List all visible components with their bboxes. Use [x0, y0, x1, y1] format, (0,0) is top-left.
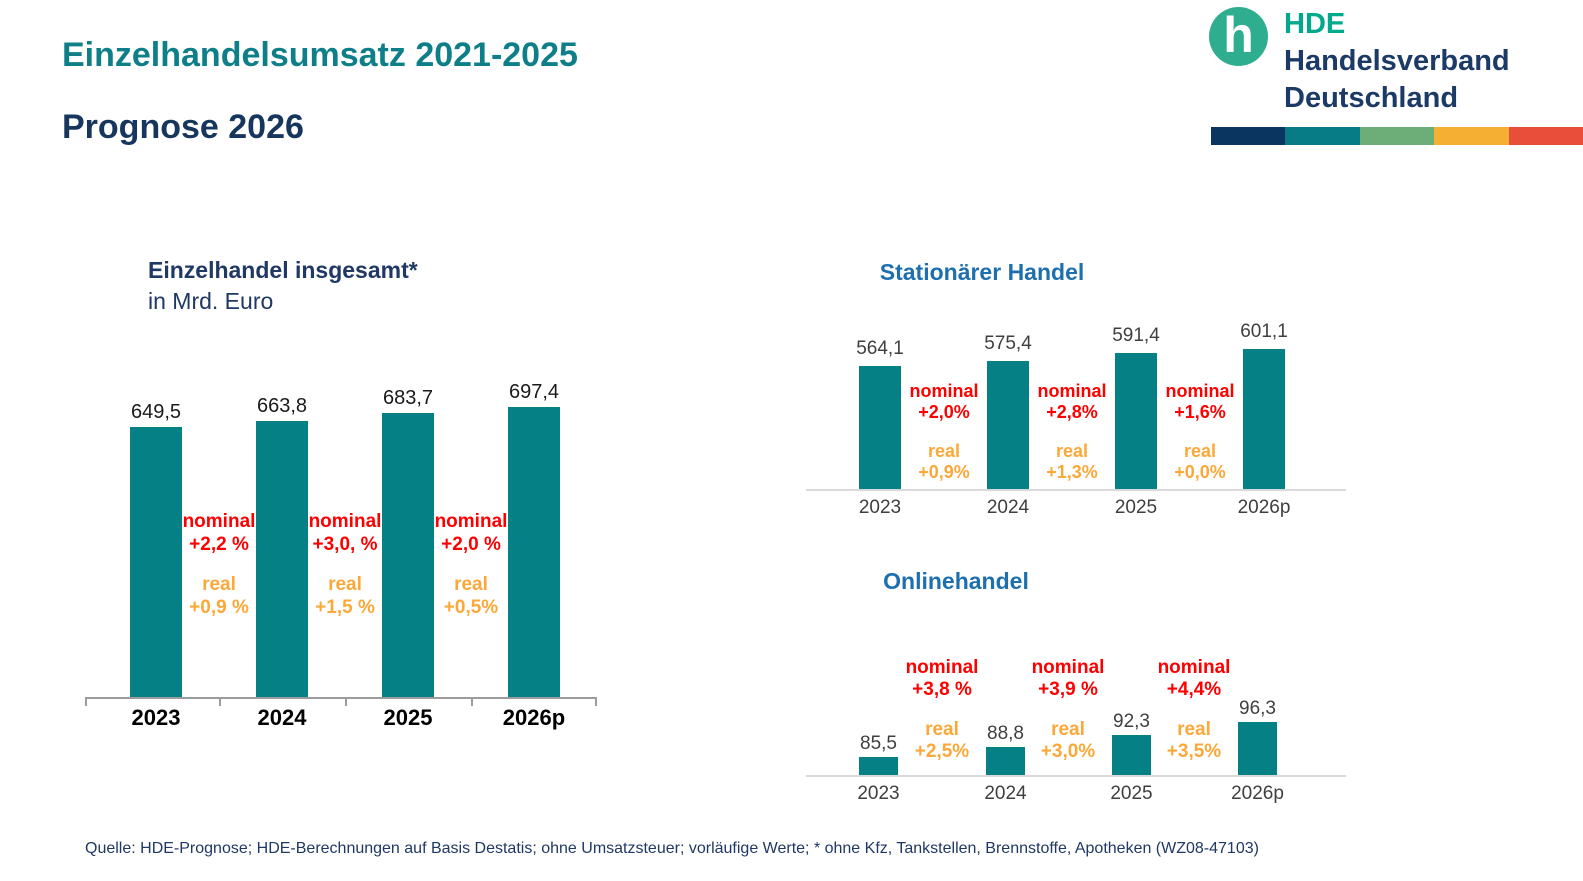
x-axis-stationaer: [806, 489, 1346, 491]
growth-nominal-label-stationaer-0: nominal: [909, 381, 979, 401]
growth-nominal-value-stationaer-0: +2,0%: [918, 402, 970, 422]
growth-real-label-stationaer-1: real: [1055, 441, 1089, 461]
x-axis-tick-einzelhandel-2: [345, 697, 347, 706]
bar-value-einzelhandel-2024: 663,8: [256, 395, 308, 418]
logo-org-line1: Handelsverband: [1284, 45, 1510, 77]
hde-logotype: [1284, 6, 1510, 117]
growth-nominal-value-einzelhandel-0: +2,2 %: [189, 534, 249, 555]
bar-value-online-2025: 92,3: [1113, 711, 1150, 733]
x-label-stationaer-2025: 2025: [1114, 497, 1158, 518]
growth-real-value-einzelhandel-0: +0,9 %: [189, 597, 249, 618]
growth-real-value-online-1: +3,0%: [1040, 741, 1096, 762]
bar-value-online-2024: 88,8: [987, 722, 1024, 744]
bar-value-einzelhandel-2025: 683,7: [382, 386, 434, 409]
growth-nominal-label-einzelhandel-1: nominal: [308, 511, 382, 532]
x-label-stationaer-2026p: 2026p: [1237, 497, 1291, 518]
logo-name: HDE: [1284, 8, 1346, 40]
growth-real-label-einzelhandel-1: real: [328, 574, 362, 595]
growth-nominal-label-stationaer-2: nominal: [1165, 381, 1235, 401]
growth-real-value-stationaer-0: +0,9%: [918, 462, 970, 482]
growth-real-value-einzelhandel-2: +0,5%: [443, 597, 499, 618]
hde-logo-h-icon: h: [1223, 6, 1254, 63]
growth-real-label-online-1: real: [1051, 719, 1085, 740]
growth-nominal-value-online-2: +4,4%: [1166, 679, 1222, 700]
growth-real-label-einzelhandel-2: real: [454, 574, 488, 595]
growth-nominal-value-einzelhandel-2: +2,0 %: [441, 534, 501, 555]
growth-nominal-label-einzelhandel-2: nominal: [434, 511, 508, 532]
growth-nominal-value-online-1: +3,9 %: [1038, 679, 1098, 700]
bar-value-stationaer-2026p: 601,1: [1240, 321, 1288, 342]
growth-nominal-value-einzelhandel-1: +3,0, %: [312, 534, 378, 555]
growth-nominal-label-einzelhandel-0: nominal: [182, 511, 256, 532]
brand-bar-segment-3: [1360, 127, 1434, 145]
bar-value-stationaer-2024: 575,4: [984, 332, 1032, 354]
brand-bar-segment-1: [1211, 127, 1285, 145]
growth-real-value-online-0: +2,5%: [914, 741, 970, 762]
chart-title-online: Onlinehandel: [883, 568, 1029, 594]
bar-einzelhandel-2023: [130, 427, 182, 697]
x-label-stationaer-2023: 2023: [858, 497, 902, 518]
x-label-stationaer-2024: 2024: [986, 497, 1030, 518]
hde-logo-mark: [1209, 7, 1268, 66]
x-label-online-2024: 2024: [984, 783, 1027, 804]
growth-real-value-stationaer-1: +1,3%: [1046, 462, 1098, 482]
chart-title-stationaer: Stationärer Handel: [879, 259, 1085, 285]
x-label-online-2023: 2023: [857, 783, 900, 804]
growth-nominal-label-online-0: nominal: [905, 657, 979, 678]
bar-value-einzelhandel-2026p: 697,4: [508, 381, 560, 404]
brand-color-bar: [1211, 127, 1583, 145]
x-axis-tick-einzelhandel-1: [219, 697, 221, 706]
bar-value-stationaer-2025: 591,4: [1112, 325, 1160, 347]
growth-real-value-einzelhandel-1: +1,5 %: [315, 597, 375, 618]
growth-real-label-online-2: real: [1177, 719, 1211, 740]
growth-nominal-value-stationaer-1: +2,8%: [1046, 402, 1098, 422]
growth-nominal-value-stationaer-2: +1,6%: [1174, 402, 1226, 422]
x-axis-einzelhandel: [85, 697, 595, 699]
growth-nominal-label-stationaer-1: nominal: [1037, 381, 1107, 401]
x-label-online-2025: 2025: [1110, 783, 1153, 804]
x-label-online-2026p: 2026p: [1231, 783, 1284, 804]
brand-bar-segment-5: [1509, 127, 1583, 145]
logo-org-line2: Deutschland: [1284, 82, 1459, 114]
growth-nominal-label-online-2: nominal: [1157, 657, 1231, 678]
bar-value-einzelhandel-2023: 649,5: [130, 400, 182, 423]
growth-real-value-stationaer-2: +0,0%: [1174, 462, 1226, 482]
x-axis-online: [806, 775, 1346, 777]
growth-nominal-value-online-0: +3,8 %: [912, 679, 972, 700]
x-label-einzelhandel-2026p: 2026p: [502, 705, 566, 730]
bar-value-stationaer-2023: 564,1: [856, 337, 904, 359]
brand-bar-segment-2: [1285, 127, 1359, 145]
brand-bar-segment-4: [1434, 127, 1508, 145]
growth-real-label-einzelhandel-0: real: [202, 574, 236, 595]
page-title-line2: Prognose 2026: [62, 108, 304, 146]
bar-value-online-2026p: 96,3: [1239, 698, 1276, 720]
x-label-einzelhandel-2023: 2023: [131, 705, 181, 730]
growth-real-label-stationaer-2: real: [1183, 441, 1217, 461]
bar-einzelhandel-2024: [256, 421, 308, 697]
growth-real-label-stationaer-0: real: [927, 441, 961, 461]
x-label-einzelhandel-2025: 2025: [383, 705, 433, 730]
chart-subtitle-einzelhandel: in Mrd. Euro: [148, 288, 274, 314]
chart-title-einzelhandel: Einzelhandel insgesamt*: [148, 257, 418, 283]
bar-value-online-2023: 85,5: [860, 733, 897, 755]
x-axis-tick-einzelhandel-0: [85, 697, 87, 706]
x-axis-tick-einzelhandel-3: [471, 697, 473, 706]
x-axis-tick-einzelhandel-4: [595, 697, 597, 706]
growth-real-value-online-2: +3,5%: [1166, 741, 1222, 762]
growth-nominal-label-online-1: nominal: [1031, 657, 1105, 678]
page-title-line1: Einzelhandelsumsatz 2021-2025: [62, 36, 578, 74]
x-label-einzelhandel-2024: 2024: [257, 705, 307, 730]
growth-real-label-online-0: real: [925, 719, 959, 740]
footer-source: Quelle: HDE-Prognose; HDE-Berechnungen auf Basis Destatis; ohne Umsatzsteuer; vorläufige Werte; * ohne Kfz, Tankstellen, Brennstoffe, Apotheken (WZ08-47103): [85, 840, 1259, 857]
